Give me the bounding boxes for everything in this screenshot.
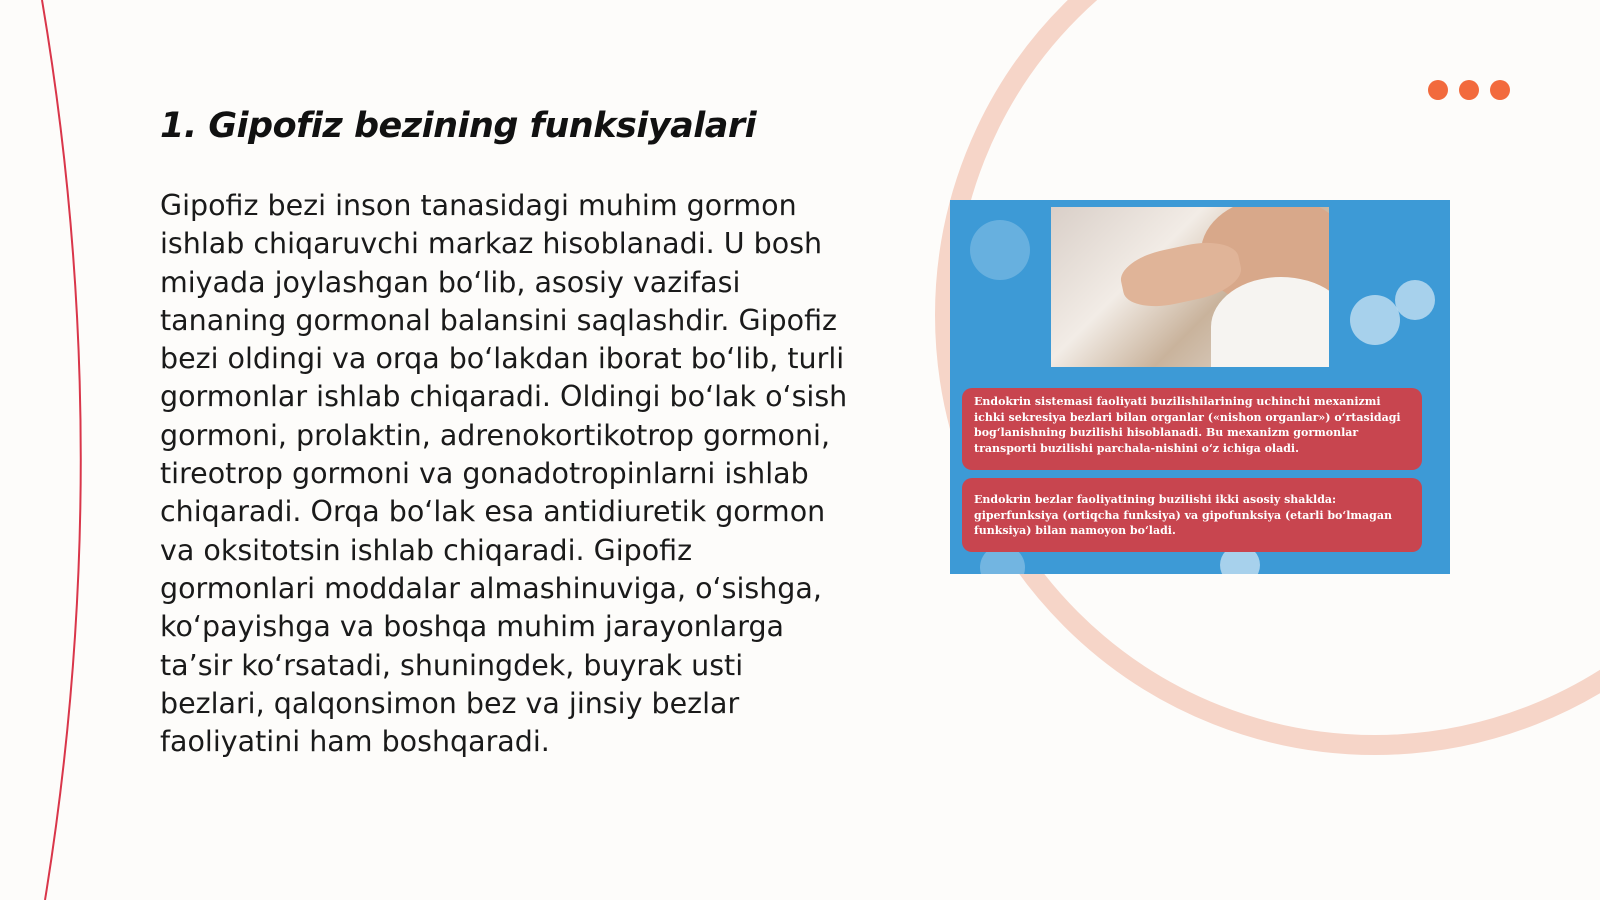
left-accent-curve — [42, 0, 81, 900]
illustration-image — [950, 200, 1450, 574]
flower-decoration — [1395, 280, 1435, 320]
more-dots-icon — [1428, 80, 1510, 100]
dot — [1428, 80, 1448, 100]
dot — [1490, 80, 1510, 100]
flower-decoration — [970, 220, 1030, 280]
slide-title: 1. Gipofiz bezining funksiyalari — [160, 106, 757, 146]
info-card: Endokrin sistemasi faoliyati buzilishilarining uchinchi mexanizmi ichki sekresiya bezlari bilan organlar («nishon organlar») o‘rtasidagi bog‘lanishning buzilishi hisoblanadi. Bu mexanizm gormonlar transporti buzilishi parchala-nishini o‘z ichiga oladi. — [962, 388, 1422, 470]
photo — [1051, 207, 1329, 367]
flower-decoration — [1350, 295, 1400, 345]
dot — [1459, 80, 1479, 100]
slide-body-text: Gipofiz bezi inson tanasidagi muhim gormon ishlab chiqaruvchi markaz hisoblanadi. U bosh miyada joylashgan bo‘lib, asosiy vazifasi tananing gormonal balansini saqlashdir. Gipofiz bezi oldingi va orqa bo‘lakdan iborat bo‘lib, turli gormonlar ishlab chiqaradi. Oldingi bo‘lak o‘sish gormoni, prolaktin, adrenokortikotrop gormoni, tireotrop gormoni va gonadotropinlarni ishlab chiqaradi. Orqa bo‘lak esa antidiuretik gormon va oksitotsin ishlab chiqaradi. Gipofiz gormonlari moddalar almashinuviga, o‘sishga, ko‘payishga va boshqa muhim jarayonlarga ta’sir ko‘rsatadi, shuningdek, buyrak usti bezlari, qalqonsimon bez va jinsiy bezlar faoliyatini ham boshqaradi. — [160, 189, 848, 759]
info-card: Endokrin bezlar faoliyatining buzilishi ikki asosiy shaklda: giperfunksiya (ortiqcha funksiya) va gipofunksiya (etarli bo‘lmagan funksiya) bilan namoyon bo‘ladi. — [962, 478, 1422, 552]
